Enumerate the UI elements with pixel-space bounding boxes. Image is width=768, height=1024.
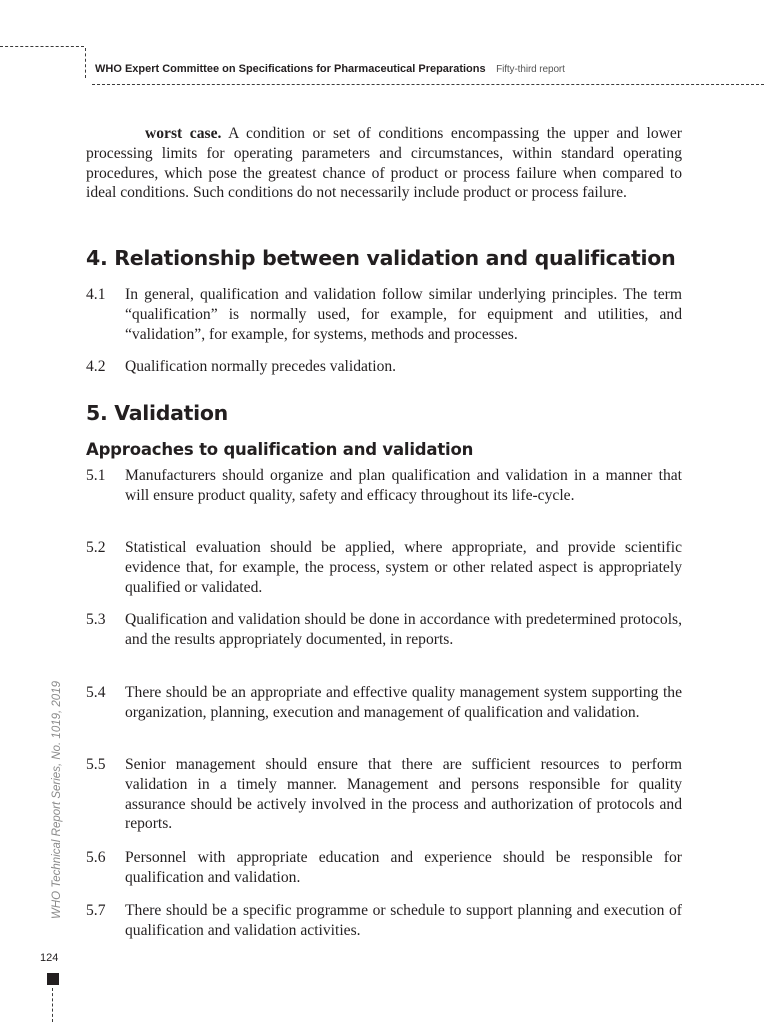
list-item	[86, 901, 682, 941]
item-text: Senior management should ensure that there are sufficient resources to perform validation in a timely manner. Management and persons responsible for quality assurance should be actively involved in the process and authorization of protocols and reports.	[125, 756, 682, 833]
report-label: Fifty-third report	[496, 64, 565, 75]
list-item	[86, 610, 682, 650]
page-number: 124	[40, 952, 59, 964]
list-item	[86, 466, 682, 506]
definition-text: A condition or set of conditions encompassing the upper and lower processing limits for operating parameters and circumstances, within standard operating procedures, which pose the greatest chance of product or process failure when compared to ideal conditions. Such conditions do not necessarily include product or process failure.	[86, 125, 682, 202]
definition-term: worst case.	[145, 125, 222, 142]
running-head	[95, 59, 565, 77]
item-number: 5.5	[86, 756, 106, 773]
item-text: Manufacturers should organize and plan qualification and validation in a manner that will ensure product quality, safety and efficacy throughout its life-cycle.	[125, 467, 682, 504]
item-number: 4.1	[86, 286, 106, 303]
item-number: 5.6	[86, 849, 106, 866]
page-marker	[47, 973, 59, 985]
item-text: Qualification normally precedes validation.	[125, 358, 397, 375]
header-top-rule	[0, 46, 84, 47]
item-number: 4.2	[86, 358, 106, 375]
item-number: 5.7	[86, 902, 106, 919]
item-text: Qualification and validation should be done in accordance with predetermined protocols, and the results appropriately documented, in reports.	[125, 611, 682, 648]
section-5-heading: 5. Validation	[86, 401, 228, 425]
item-number: 5.2	[86, 539, 106, 556]
item-text: Personnel with appropriate education and experience should be responsible for qualification and validation.	[125, 849, 682, 886]
section-5-subheading: Approaches to qualification and validation	[86, 440, 474, 459]
item-number: 5.4	[86, 684, 106, 701]
item-text: There should be an appropriate and effective quality management system supporting the organization, planning, execution and management of qualification and validation.	[125, 684, 682, 721]
list-item	[86, 538, 682, 597]
item-text: There should be a specific programme or schedule to support planning and execution of qualification and validation activities.	[125, 902, 682, 939]
item-number: 5.3	[86, 611, 106, 628]
item-text: In general, qualification and validation follow similar underlying principles. The term “qualification” is normally used, for example, for equipment and utilities, and “validation”, for example, for systems, methods and processes.	[125, 286, 682, 343]
header-vertical-rule	[85, 48, 86, 78]
list-item	[86, 683, 682, 723]
item-text: Statistical evaluation should be applied, where appropriate, and provide scientific evidence that, for example, the process, system or other related aspect is appropriately qualified or validated.	[125, 539, 682, 596]
header-bottom-rule	[92, 84, 764, 85]
list-item	[86, 755, 682, 834]
section-4-heading: 4. Relationship between validation and qualification	[86, 246, 676, 270]
list-item	[86, 285, 682, 344]
list-item	[86, 848, 682, 888]
list-item	[86, 357, 682, 377]
footer-vertical-rule	[52, 988, 53, 1022]
definition-paragraph	[86, 124, 682, 203]
item-number: 5.1	[86, 467, 106, 484]
publication-title: WHO Expert Committee on Specifications for Pharmaceutical Preparations	[95, 63, 486, 75]
series-side-label: WHO Technical Report Series, No. 1019, 2019	[51, 681, 63, 920]
